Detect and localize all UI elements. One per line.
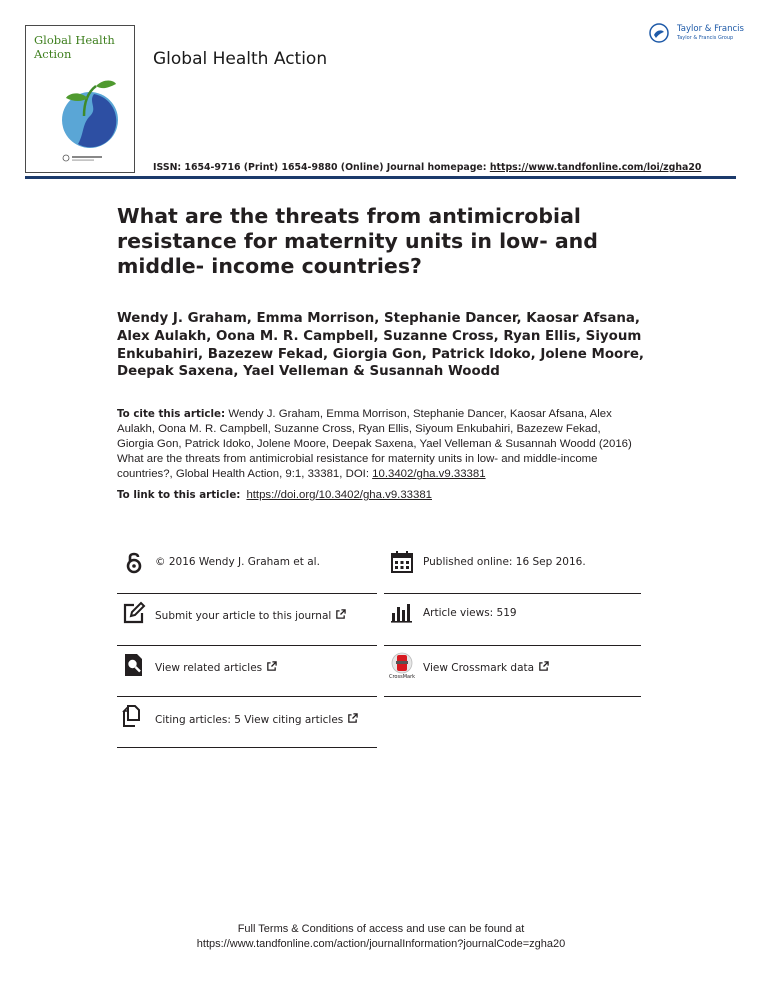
- article-title: What are the threats from antimicrobial resistance for maternity units in low- and middle- income countries?: [117, 204, 598, 278]
- grid-divider: [384, 696, 641, 697]
- edit-pencil-icon: [122, 601, 146, 625]
- link-label: To link to this article:: [117, 489, 241, 501]
- search-document-icon: [122, 653, 146, 677]
- citing-articles-label: Citing articles: 5 View citing articles: [155, 714, 344, 726]
- grid-divider: [117, 645, 377, 646]
- globe-sprout-image: [54, 76, 124, 152]
- crossmark-link[interactable]: [423, 661, 549, 674]
- cover-title: Global Health Action: [34, 33, 115, 61]
- article-doi-url[interactable]: https://doi.org/10.3402/gha.v9.33381: [246, 489, 432, 501]
- issn-line: [153, 162, 701, 173]
- bar-chart-icon: [390, 601, 414, 625]
- doi-link[interactable]: 10.3402/gha.v9.33381: [372, 468, 486, 481]
- grid-divider: [384, 593, 641, 594]
- published-date: Published online: 16 Sep 2016.: [423, 556, 586, 568]
- grid-divider: [117, 593, 377, 594]
- external-link-icon: [335, 609, 346, 620]
- grid-divider: [117, 696, 377, 697]
- citing-documents-icon: [122, 704, 146, 728]
- crossmark-label: View Crossmark data: [423, 662, 535, 674]
- publisher-group: Taylor & Francis Group: [677, 35, 734, 41]
- crossmark-logo-text: CrossMark: [389, 674, 416, 680]
- copyright-text: © 2016 Wendy J. Graham et al.: [155, 556, 320, 568]
- external-link-icon: [538, 661, 549, 672]
- publisher-name: Taylor & Francis: [677, 24, 744, 34]
- grid-divider: [384, 645, 641, 646]
- cite-label: To cite this article:: [117, 408, 226, 420]
- submit-article-label: Submit your article to this journal: [155, 610, 332, 622]
- footer-terms-text: Full Terms & Conditions of access and use can be found at: [237, 923, 525, 935]
- article-link-line: [117, 489, 432, 501]
- issn-text: ISSN: 1654-9716 (Print) 1654-9880 (Online) Journal homepage:: [153, 162, 490, 173]
- footer: [0, 922, 762, 951]
- citation-block: [117, 407, 637, 482]
- submit-article-link[interactable]: [155, 609, 346, 622]
- related-articles-link[interactable]: [155, 661, 277, 674]
- citation-text: Wendy J. Graham, Emma Morrison, Stephanie Dancer, Kaosar Afsana, Alex Aulakh, Oona M. R. Campbell, Suzanne Cross, Ryan Ellis, Siyoum Enkubahiri, Bazezew Fekad, Giorgia Gon, Patrick Idoko, Jolene Moore, Deepak Saxena, Yael Velleman & Susannah Woodd (2016) What are the threats from antimicrobial resistance for maternity units in low- and middle-income countries?, Global Health Action, 9:1, 33381, DOI:: [117, 408, 632, 481]
- journal-cover: [25, 25, 135, 173]
- journal-name: Global Health Action: [153, 49, 328, 69]
- journal-homepage-link[interactable]: https://www.tandfonline.com/loi/zgha20: [489, 162, 702, 173]
- article-views: Article views: 519: [423, 607, 517, 619]
- author-list: Wendy J. Graham, Emma Morrison, Stephanie Dancer, Kaosar Afsana, Alex Aulakh, Oona M. R. Campbell, Suzanne Cross, Ryan Ellis, Siyoum Enkubahiri, Bazezew Fekad, Giorgia Gon, Patrick Idoko, Jolene Moore, Deepak Saxena, Yael Velleman & Susannah Woodd: [117, 311, 645, 380]
- grid-divider: [117, 747, 377, 748]
- open-access-lock-icon: [122, 550, 146, 574]
- footer-terms-url[interactable]: https://www.tandfonline.com/action/journalInformation?journalCode=zgha20: [196, 937, 566, 950]
- related-articles-label: View related articles: [155, 662, 263, 674]
- external-link-icon: [347, 713, 358, 724]
- cover-publisher-logo: [62, 153, 122, 163]
- citing-articles-link[interactable]: [155, 713, 358, 726]
- header-divider: [25, 176, 736, 179]
- calendar-icon: [390, 550, 414, 574]
- external-link-icon: [266, 661, 277, 672]
